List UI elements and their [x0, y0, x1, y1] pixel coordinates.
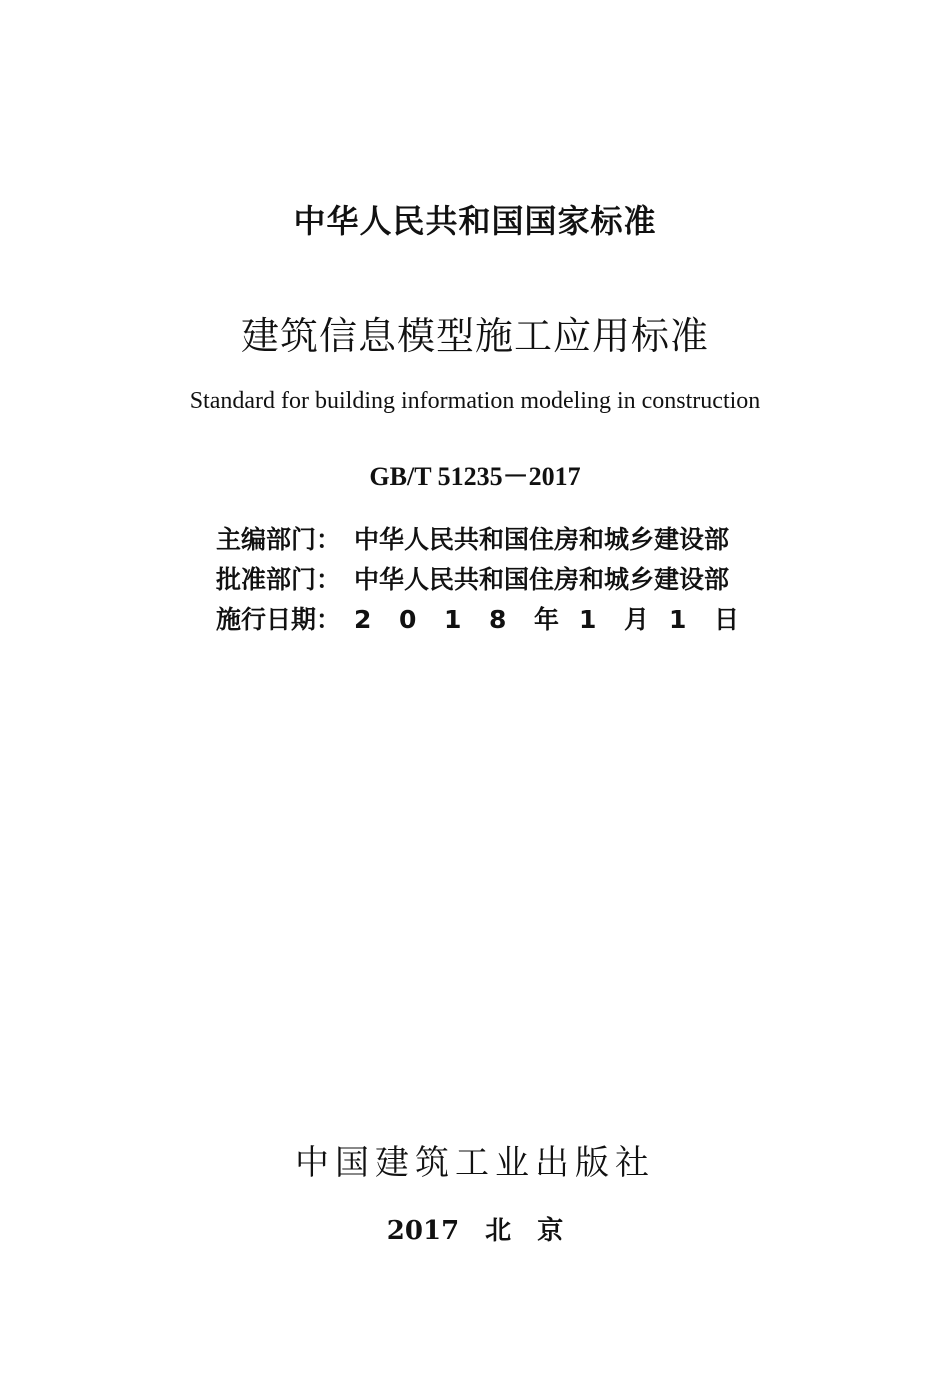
date-char: 1	[669, 605, 687, 634]
publisher-name: 中国建筑工业出版社	[295, 1143, 655, 1183]
effective-date-value	[354, 600, 759, 640]
date-char: 日	[714, 605, 740, 634]
editor-label: 主编部门：	[216, 525, 342, 554]
date-char: 月	[624, 605, 650, 634]
effective-date-row	[216, 600, 776, 640]
publication-year: 2017	[386, 1216, 460, 1246]
standard-code: GB/T 51235－2017	[369, 462, 581, 491]
approver-value: 中华人民共和国住房和城乡建设部	[354, 565, 730, 594]
approver-row	[216, 560, 776, 600]
publication-city-char: 京	[537, 1216, 564, 1246]
date-char: 8	[489, 605, 507, 634]
effective-date-label: 施行日期：	[216, 605, 342, 634]
editor-value: 中华人民共和国住房和城乡建设部	[354, 525, 730, 554]
date-char: 1	[444, 605, 462, 634]
approver-label: 批准部门：	[216, 565, 342, 594]
title-english: Standard for building information modeling in construction	[189, 388, 761, 414]
date-char: 1	[579, 605, 597, 634]
date-char: 2	[354, 605, 372, 634]
date-char: 0	[399, 605, 417, 634]
date-char: 年	[534, 605, 560, 634]
publication-info	[216, 520, 776, 640]
national-standard-heading: 中华人民共和国国家标准	[293, 202, 657, 240]
publication-city-char: 北	[485, 1216, 512, 1246]
title-chinese: 建筑信息模型施工应用标准	[240, 314, 709, 358]
editor-row	[216, 520, 776, 560]
publication-place	[0, 1210, 950, 1247]
